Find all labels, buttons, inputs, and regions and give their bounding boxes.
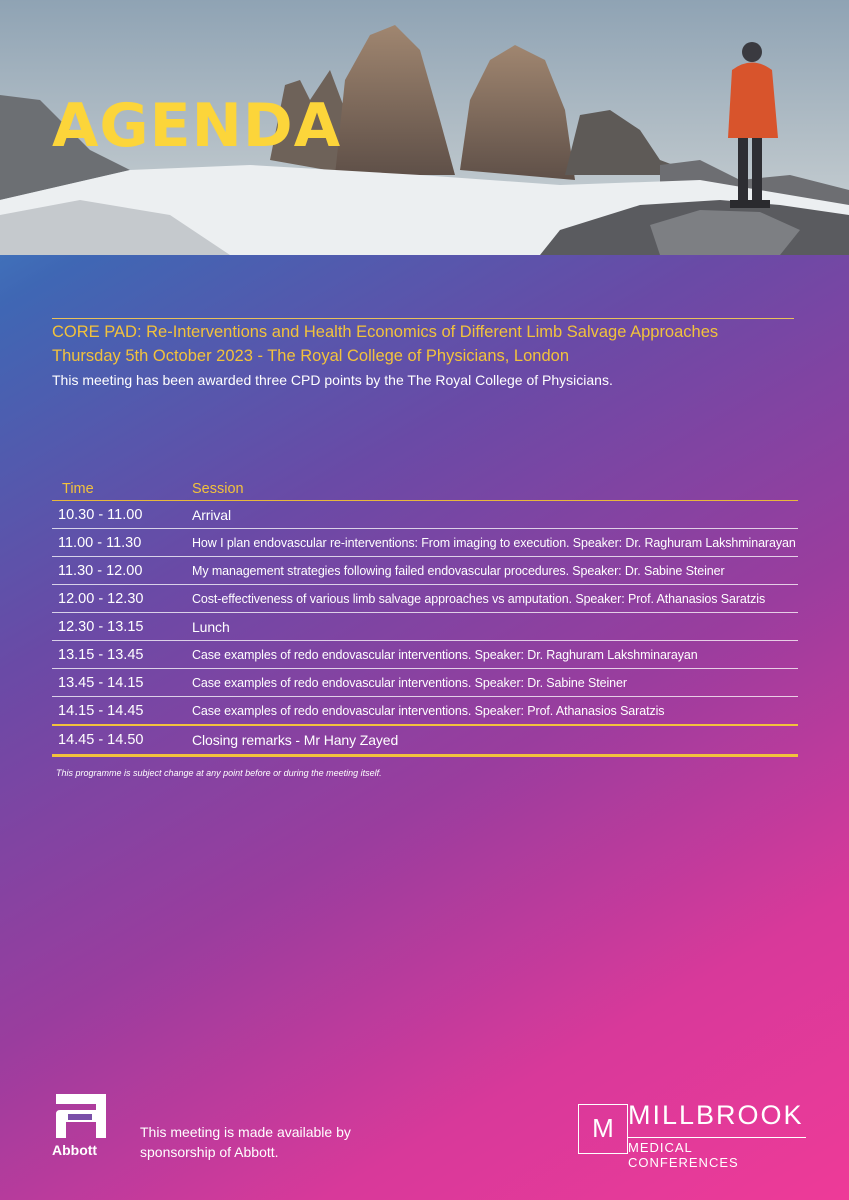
- session-time: 13.15 - 13.45: [52, 641, 192, 669]
- session-time: 12.00 - 12.30: [52, 585, 192, 613]
- abbott-wordmark: Abbott: [52, 1142, 98, 1158]
- table-row: [52, 697, 798, 726]
- meeting-date-venue: Thursday 5th October 2023 - The Royal College of Physicians, London: [52, 347, 569, 365]
- table-header-row: [52, 478, 798, 501]
- header-divider: [52, 318, 794, 319]
- session-title: Case examples of redo endovascular interventions. Speaker: Prof. Athanasios Saratzis: [192, 697, 798, 726]
- table-row: [52, 585, 798, 613]
- session-time: 11.30 - 12.00: [52, 557, 192, 585]
- table-row: [52, 613, 798, 641]
- millbrook-subtitle: MEDICAL CONFERENCES: [628, 1137, 806, 1170]
- meeting-title: CORE PAD: Re-Interventions and Health Economics of Different Limb Salvage Approaches: [52, 323, 719, 341]
- session-time: 11.00 - 11.30: [52, 529, 192, 557]
- table-row: [52, 669, 798, 697]
- session-title: Closing remarks - Mr Hany Zayed: [192, 725, 798, 756]
- session-title: Arrival: [192, 501, 798, 529]
- agenda-table: [52, 478, 798, 757]
- cpd-note: This meeting has been awarded three CPD points by the The Royal College of Physicians.: [52, 372, 613, 388]
- time-column-header: Time: [52, 478, 192, 501]
- session-time: 14.45 - 14.50: [52, 725, 192, 756]
- millbrook-logo-icon: M: [578, 1104, 628, 1154]
- session-title: How I plan endovascular re-interventions: From imaging to execution. Speaker: Dr. Raghuram Lakshminarayan: [192, 529, 798, 557]
- programme-disclaimer: This programme is subject change at any point before or during the meeting itself.: [56, 768, 382, 778]
- session-title: Cost-effectiveness of various limb salvage approaches vs amputation. Speaker: Prof. Athanasios Saratzis: [192, 585, 798, 613]
- table-row: [52, 725, 798, 756]
- millbrook-name: MILLBROOK: [628, 1100, 804, 1130]
- session-title: Lunch: [192, 613, 798, 641]
- session-time: 10.30 - 11.00: [52, 501, 192, 529]
- table-row: [52, 529, 798, 557]
- table-row: [52, 501, 798, 529]
- table-row: [52, 641, 798, 669]
- session-time: 14.15 - 14.45: [52, 697, 192, 726]
- session-column-header: Session: [192, 478, 798, 501]
- agenda-title: AGENDA: [52, 91, 342, 161]
- session-time: 13.45 - 14.15: [52, 669, 192, 697]
- session-title: Case examples of redo endovascular interventions. Speaker: Dr. Raghuram Lakshminarayan: [192, 641, 798, 669]
- sponsor-text: This meeting is made available by sponsorship of Abbott.: [140, 1124, 351, 1160]
- abbott-logo-icon: [52, 1092, 110, 1144]
- table-row: [52, 557, 798, 585]
- session-title: Case examples of redo endovascular interventions. Speaker: Dr. Sabine Steiner: [192, 669, 798, 697]
- session-time: 12.30 - 13.15: [52, 613, 192, 641]
- session-title: My management strategies following failed endovascular procedures. Speaker: Dr. Sabine Steiner: [192, 557, 798, 585]
